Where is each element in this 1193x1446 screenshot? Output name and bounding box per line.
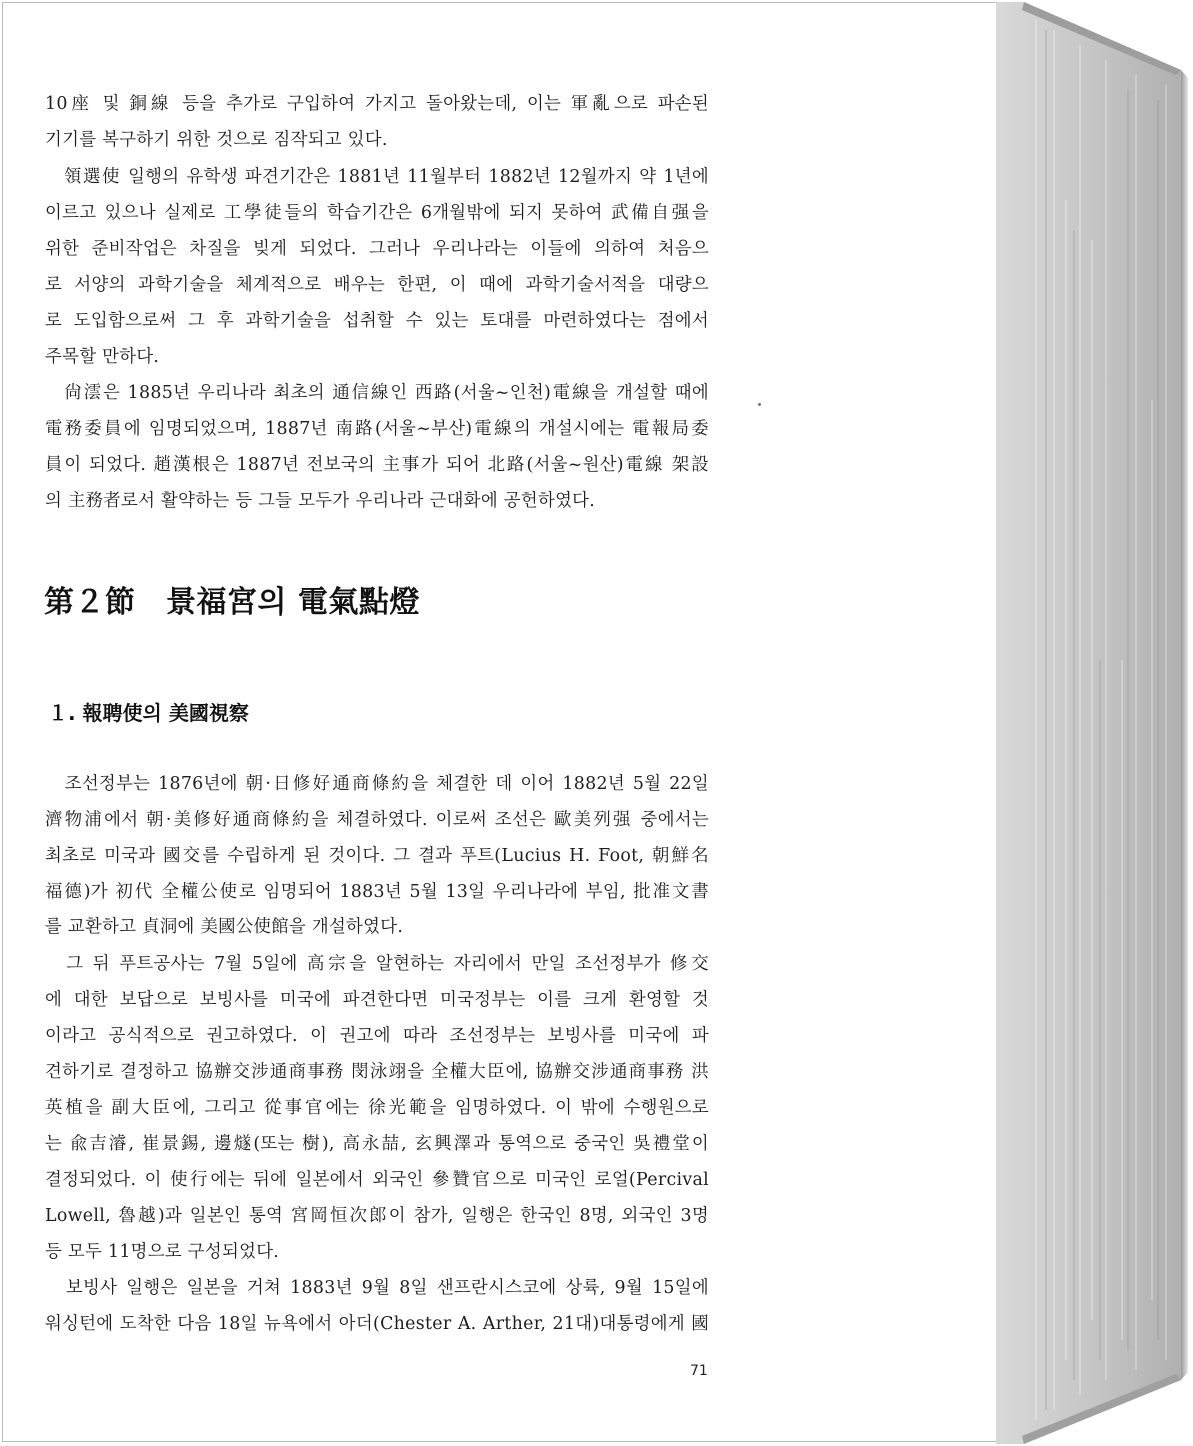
text-line: Lowell, 魯越)과 일본인 통역 宮岡恒次郎이 참가, 일행은 한국인 8명, 외국인 3명 [45, 1206, 709, 1226]
text-line: 위한 준비작업은 차질을 빚게 되었다. 그러나 우리나라는 이들에 의하여 처음으 [45, 239, 709, 259]
text-line: 員이 되었다. 趙漢根은 1887년 전보국의 主事가 되어 北路(서울~원산)電線 架設 [45, 455, 709, 475]
text-line: 福德)가 初代 全權公使로 임명되어 1883년 5월 13일 우리나라에 부임, 批准文書 [45, 882, 709, 902]
text-line: 이르고 있으나 실제로 工學徒들의 학습기간은 6개월밖에 되지 못하여 武備自强을 [45, 203, 709, 223]
text-line: 로 서양의 과학기술을 체계적으로 배우는 한편, 이 때에 과학기술서적을 대량으 [45, 275, 709, 295]
scan-speck [758, 403, 761, 406]
text-line: 등 모두 11명으로 구성되었다. [45, 1242, 280, 1262]
text-line: 그 뒤 푸트공사는 7월 5일에 高宗을 알현하는 자리에서 만일 조선정부가 修交 [45, 954, 709, 974]
text-line: 에 대한 보답으로 보빙사를 미국에 파견한다면 미국정부는 이를 크게 환영할 것 [45, 990, 709, 1010]
text-line: 워싱턴에 도착한 다음 18일 뉴욕에서 아더(Chester A. Arther, 21대)대통령에게 國 [45, 1314, 709, 1334]
subsection-title: １. 報聘使의 美國視察 [48, 701, 249, 725]
book-page-edge [996, 0, 1193, 1446]
text-line: 는 兪吉濬, 崔景錫, 邊燧(또는 樹), 高永喆, 玄興澤과 통역으로 중국인 吳禮堂이 [45, 1134, 709, 1154]
text-line: 로 도입함으로써 그 후 과학기술을 섭취할 수 있는 토대를 마련하였다는 점에서 [45, 311, 709, 331]
text-line: 英植을 副大臣에, 그리고 從事官에는 徐光範을 임명하였다. 이 밖에 수행원으로 [45, 1098, 709, 1118]
text-line: 電務委員에 임명되었으며, 1887년 南路(서울~부산)電線의 개설시에는 電報局委 [45, 419, 709, 439]
page-number: 71 [690, 1363, 708, 1379]
text-line: 를 교환하고 貞洞에 美國公使館을 개설하였다. [45, 917, 404, 937]
text-line: 최초로 미국과 國交를 수립하게 된 것이다. 그 결과 푸트(Lucius H. Foot, 朝鮮名 [45, 846, 709, 866]
text-line: 조선정부는 1876년에 朝·日修好通商條約을 체결한 데 이어 1882년 5월 22일 [45, 774, 709, 794]
text-line: 濟物浦에서 朝·美修好通商條約을 체결하였다. 이로써 조선은 歐美列强 중에서는 [45, 810, 709, 830]
text-line: 결정되었다. 이 使行에는 뒤에 일본에서 외국인 參贊官으로 미국인 로얼(Percival [45, 1170, 709, 1190]
text-line: 보빙사 일행은 일본을 거쳐 1883년 9월 8일 샌프란시스코에 상륙, 9월 15일에 [45, 1278, 709, 1298]
text-line: 이라고 공식적으로 권고하였다. 이 권고에 따라 조선정부는 보빙사를 미국에 파 [45, 1026, 709, 1046]
text-line: 尙澐은 1885년 우리나라 최초의 通信線인 西路(서울~인천)電線을 개설할 때에 [45, 383, 709, 403]
section-title: 第２節 景福宮의 電氣點燈 [44, 585, 420, 620]
text-line: 의 主務者로서 활약하는 등 그들 모두가 우리나라 근대화에 공헌하였다. [45, 491, 596, 511]
text-line: 주목할 만하다. [45, 347, 160, 367]
text-line: 10座 및 銅線 등을 추가로 구입하여 가지고 돌아왔는데, 이는 軍亂으로 파손된 [45, 94, 709, 114]
text-line: 領選使 일행의 유학생 파견기간은 1881년 11월부터 1882년 12월까지 약 1년에 [45, 167, 709, 187]
text-line: 견하기로 결정하고 協辦交涉通商事務 閔泳翊을 全權大臣에, 協辦交涉通商事務 洪 [45, 1062, 709, 1082]
text-line: 기기를 복구하기 위한 것으로 짐작되고 있다. [45, 130, 388, 150]
